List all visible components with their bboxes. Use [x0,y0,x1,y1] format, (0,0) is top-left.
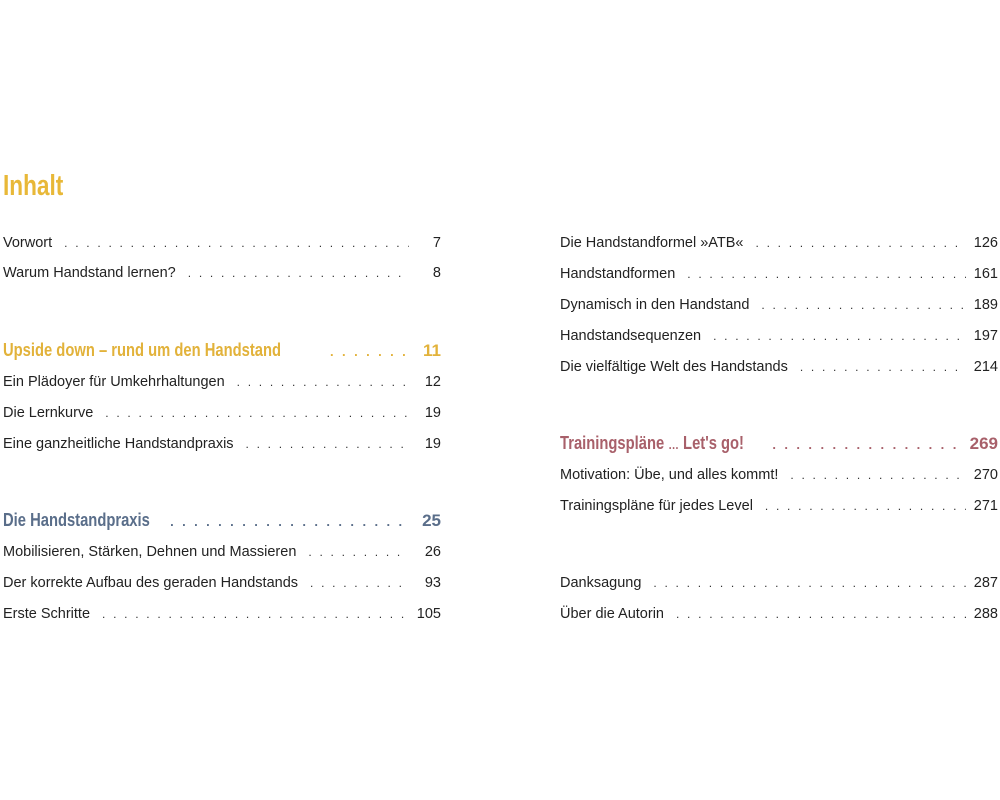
section-heading-ellipsis: … [668,437,679,452]
toc-entry-label: Handstandsequenzen [560,328,702,344]
page-title: Inhalt [3,170,64,202]
toc-entry-page: 161 [973,266,998,282]
section-heading-tail: Let's go! [683,433,744,453]
toc-entry-label: Die vielfältige Welt des Handstands [560,359,788,375]
toc-entry[interactable] [3,403,441,423]
leader-dots [653,573,965,593]
toc-entry-page: 197 [973,328,998,344]
toc-entry-page: 288 [973,606,998,622]
toc-entry-label: Handstandformen [560,266,676,282]
toc-entry-label: Die Handstandformel »ATB« [560,235,744,251]
toc-right-column [560,0,998,800]
section-heading-label [560,431,754,457]
toc-entry-label: Erste Schritte [3,606,91,622]
leader-dots [237,372,409,392]
leader-dots [330,340,409,364]
section-heading-page: 11 [423,341,441,360]
toc-entry-label: Der korrekte Aufbau des geraden Handstands [3,575,299,591]
leader-dots [761,295,965,315]
toc-entry-label: Trainingspläne für jedes Level [560,498,753,514]
section-heading-main: Trainingspläne [560,433,665,453]
leader-dots [687,264,966,284]
leader-dots [64,233,409,253]
toc-entry-label: Ein Plädoyer für Umkehrhaltungen [3,374,225,390]
section-heading-label: Upside down – rund um den Handstand [3,340,281,360]
section-heading-page: 269 [969,434,998,453]
toc-entry-label: Die Lernkurve [3,405,94,421]
leader-dots [765,496,966,516]
toc-entry-label: Motivation: Übe, und alles kommt! [560,467,779,483]
toc-entry-label: Über die Autorin [560,606,664,622]
toc-section-heading[interactable] [3,508,441,532]
toc-entry[interactable] [560,264,998,284]
toc-section-heading[interactable] [3,338,441,362]
leader-dots [170,510,409,534]
leader-dots [676,604,966,624]
toc-entry[interactable] [560,465,998,485]
toc-entry-page: 8 [432,265,441,281]
toc-entry-page: 19 [424,405,441,421]
leader-dots [308,542,409,562]
toc-entry[interactable] [560,233,998,253]
toc-entry-label: Eine ganzheitliche Handstandpraxis [3,436,234,452]
toc-entry[interactable] [3,434,441,454]
toc-entry-page: 214 [973,359,998,375]
toc-entry-label: Vorwort [3,235,53,251]
toc-entry-page: 189 [973,297,998,313]
toc-entry-label: Mobilisieren, Stärken, Dehnen und Massieren [3,544,297,560]
section-heading-page: 25 [422,511,441,530]
toc-entry-page: 12 [424,374,441,390]
toc-entry[interactable] [560,357,998,377]
toc-entry-page: 126 [973,235,998,251]
toc-entry[interactable] [3,542,441,562]
section-heading-label: Die Handstandpraxis [3,510,150,530]
toc-entry-page: 26 [424,544,441,560]
toc-entry-label: Dynamisch in den Handstand [560,297,750,313]
leader-dots [713,326,966,346]
toc-entry-page: 7 [432,235,441,251]
leader-dots [102,604,409,624]
leader-dots [246,434,409,454]
toc-entry[interactable] [560,573,998,593]
toc-entry[interactable] [3,573,441,593]
leader-dots [188,263,409,283]
toc-entry[interactable] [3,372,441,392]
toc-entry-page: 19 [424,436,441,452]
toc-entry[interactable] [560,295,998,315]
toc-entry-page: 271 [973,498,998,514]
toc-entry[interactable] [3,604,441,624]
toc-entry[interactable] [560,326,998,346]
leader-dots [756,233,966,253]
leader-dots [790,465,965,485]
toc-entry-page: 93 [424,575,441,591]
leader-dots [105,403,409,423]
leader-dots [800,357,966,377]
toc-entry[interactable] [560,496,998,516]
toc-entry-label: Danksagung [560,575,642,591]
toc-left-column [3,0,441,800]
toc-section-heading[interactable] [560,431,998,455]
toc-entry-page: 287 [973,575,998,591]
toc-entry-page: 105 [416,606,441,622]
toc-entry-page: 270 [973,467,998,483]
toc-entry[interactable] [3,233,441,253]
toc-entry[interactable] [560,604,998,624]
leader-dots [310,573,409,593]
leader-dots [772,433,961,457]
toc-entry-label: Warum Handstand lernen? [3,265,176,281]
toc-entry[interactable] [3,263,441,283]
